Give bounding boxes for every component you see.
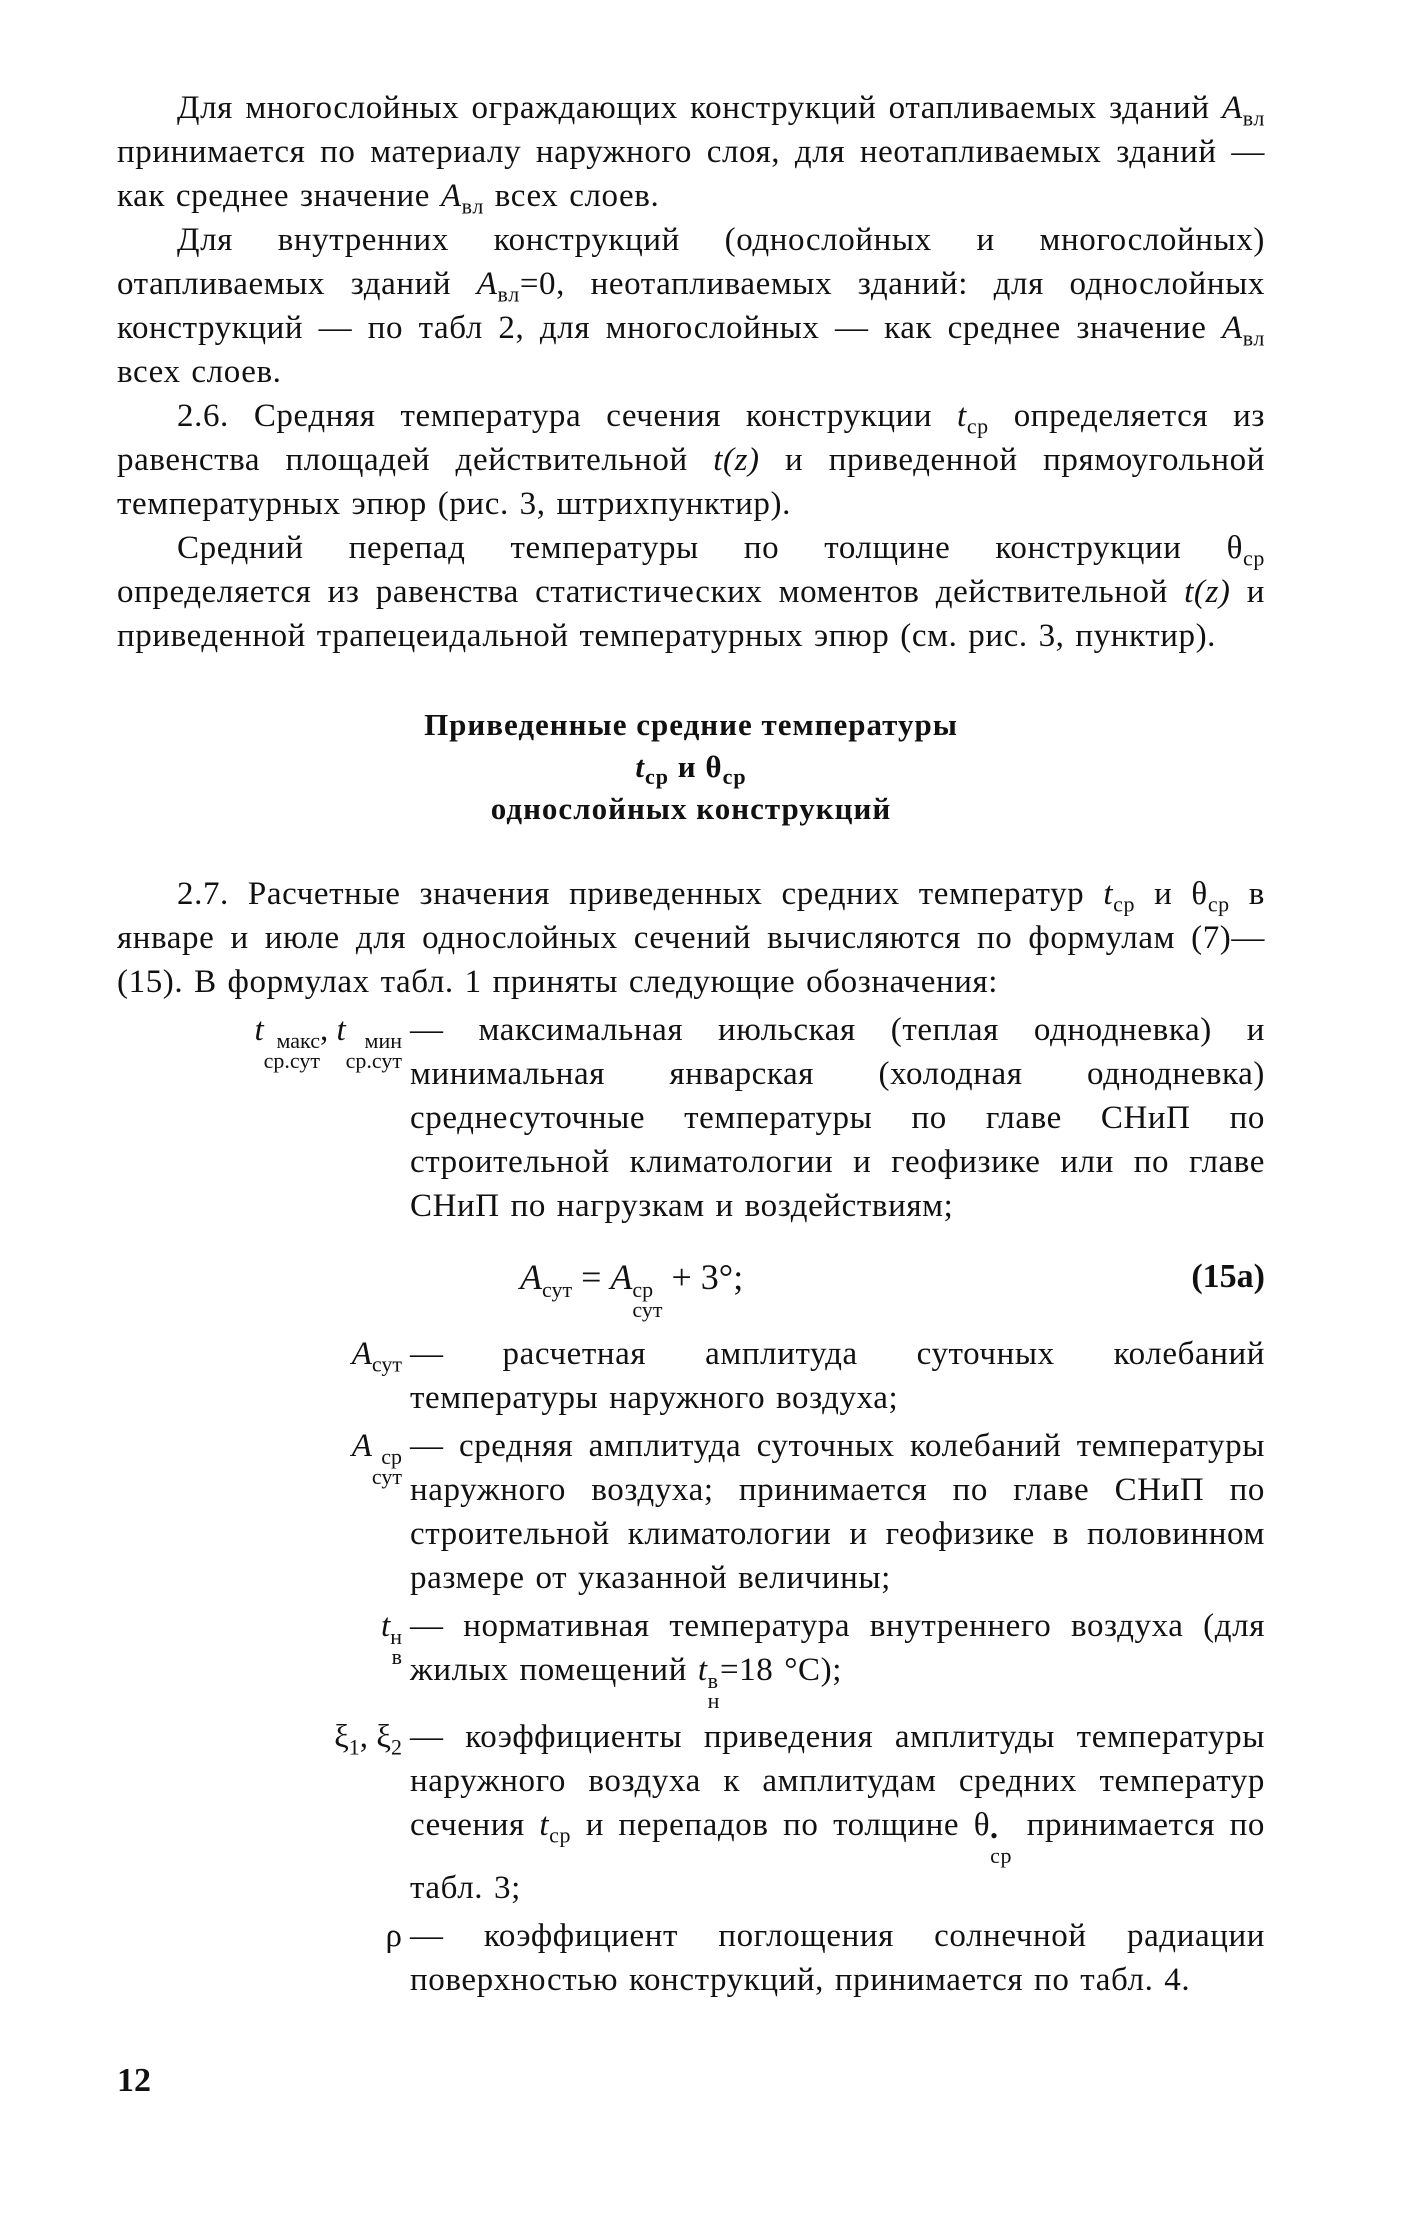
- text-segment: Средний перепад температуры по толщине конструкции: [177, 530, 1227, 566]
- math-sup-sub: [263, 1028, 320, 1073]
- math-supscript: ср: [632, 1277, 654, 1302]
- text-segment: всех слоев.: [483, 178, 660, 214]
- definition-desc-t-internal: [410, 1604, 1265, 1711]
- text-segment: и приведенной прямоугольной температурных эпюр (рис. 3, штрихпунктир).: [117, 442, 1265, 522]
- text-segment: всех слоев.: [117, 354, 282, 390]
- math-subscript: ср: [549, 1822, 572, 1848]
- math-supscript: ср: [381, 1444, 402, 1469]
- math-subscript: сут: [632, 1297, 663, 1322]
- math-variable: t: [1103, 876, 1114, 912]
- math-supscript: •: [990, 1823, 999, 1848]
- math-subscript: вл: [1242, 325, 1265, 351]
- text-segment: ρ: [385, 1918, 402, 1954]
- definition-t-internal: [117, 1604, 1265, 1711]
- text-segment: определяется из равенства статистических моментов действительной: [117, 574, 1185, 610]
- math-variable: A: [1221, 310, 1243, 346]
- math-subscript: сут: [542, 1277, 573, 1303]
- math-subscript: ср: [966, 413, 989, 439]
- paragraph-text: [117, 394, 1265, 526]
- math-subscript: в: [391, 1644, 402, 1669]
- math-subscript: 2: [391, 1734, 402, 1760]
- text-segment: принимается по табл. 3;: [410, 1807, 1265, 1906]
- math-variable: A: [351, 1428, 372, 1464]
- text-segment: 2.6. Средняя температура сечения конструкции: [177, 398, 958, 434]
- text-segment: определяется из равенства площадей действительной: [117, 398, 1265, 478]
- math-variable: t: [697, 1652, 708, 1688]
- heading-and-theta: и θ: [669, 749, 723, 784]
- math-variable: t: [957, 398, 967, 434]
- text-segment: — коэффициенты приведения амплитуды температуры наружного воздуха к амплитудам средних температур сечения: [410, 1719, 1265, 1843]
- text-segment: Для многослойных ограждающих конструкций отапливаемых зданий: [177, 90, 1222, 126]
- definition-term-a-sut-avg: [117, 1424, 402, 1600]
- text-segment: — нормативная температура внутреннего воздуха (для жилых помещений: [410, 1608, 1265, 1688]
- math-subscript: ср.сут: [345, 1048, 402, 1073]
- heading-line-2: [117, 746, 1265, 788]
- definition-desc-a-sut-avg: [410, 1424, 1265, 1600]
- definition-rho: [117, 1914, 1265, 2002]
- math-variable: A: [440, 178, 462, 214]
- text-segment: =18 °С);: [719, 1652, 842, 1688]
- math-subscript: ср: [1113, 891, 1136, 917]
- text-segment: + 3°;: [662, 1257, 744, 1297]
- formula-number: (15а): [1191, 1258, 1265, 1295]
- math-variable: A: [520, 1257, 542, 1297]
- text-segment: =: [572, 1257, 611, 1297]
- heading-subscript: ср: [645, 764, 670, 790]
- text-segment: 2.7. Расчетные значения приведенных средних температур: [177, 876, 1104, 912]
- text-segment: принимается по материалу наружного слоя, для неотапливаемых зданий — как среднее значение: [117, 134, 1265, 214]
- math-variable: t(z): [713, 442, 760, 478]
- heading-subscript: ср: [722, 764, 747, 790]
- definition-term-t-max-min: [117, 1008, 402, 1228]
- text-segment: и перепадов по толщине θ: [571, 1807, 991, 1843]
- paragraph-section-2-7: [117, 872, 1265, 1004]
- math-subscript: вл: [461, 193, 484, 219]
- math-variable: t: [539, 1807, 550, 1843]
- definition-a-sut: [117, 1332, 1265, 1420]
- text-segment: — максимальная июльская (теплая однодневка) и минимальная январская (холодная однодневка) среднесуточные температуры по главе СНиП по строительной климатологии и геофизике или по главе СНиП по нагрузкам и воздействиям;: [410, 1012, 1265, 1224]
- definition-a-sut-avg: [117, 1424, 1265, 1600]
- text-segment: и приведенной трапецеидальной температурных эпюр (см. рис. 3, пунктир).: [117, 574, 1265, 654]
- formula-15a: [520, 1252, 743, 1320]
- definition-term-rho: [117, 1914, 402, 2002]
- math-sup-sub: [345, 1028, 402, 1073]
- math-variable: t: [336, 1012, 346, 1048]
- math-subscript: вл: [1242, 105, 1265, 131]
- section-heading: [117, 704, 1265, 830]
- math-variable: t: [254, 1012, 264, 1048]
- definition-desc-xi: [410, 1715, 1265, 1910]
- text-segment: — коэффициент поглощения солнечной радиации поверхностью конструкций, принимается по табл. 4.: [410, 1918, 1265, 1998]
- definition-desc-a-sut: [410, 1332, 1265, 1420]
- math-supscript: мин: [364, 1028, 402, 1053]
- definition-term-xi: [117, 1715, 402, 1910]
- heading-line-1: Приведенные средние температуры: [424, 707, 958, 742]
- math-subscript: 1: [348, 1734, 360, 1760]
- text-segment: θ: [1226, 530, 1244, 566]
- math-variable: A: [1221, 90, 1243, 126]
- text-segment: , ξ: [359, 1719, 391, 1755]
- definition-desc-t-max-min: [410, 1008, 1265, 1228]
- math-sup-sub: [371, 1444, 402, 1489]
- math-variable: A: [351, 1336, 372, 1372]
- math-sup-sub: [707, 1668, 720, 1713]
- math-subscript: н: [707, 1688, 720, 1713]
- text-segment: — расчетная амплитуда суточных колебаний температуры наружного воздуха;: [410, 1336, 1265, 1416]
- definition-term-a-sut: [117, 1332, 402, 1420]
- math-supscript: в: [707, 1668, 719, 1693]
- math-subscript: сут: [371, 1464, 402, 1489]
- definition-xi: [117, 1715, 1265, 1910]
- text-segment: в январе и июле для однослойных сечений вычисляются по формулам (7)—(15). В формулах табл. 1 приняты следующие обозначения:: [117, 876, 1265, 1000]
- math-supscript: н: [390, 1624, 402, 1649]
- paragraph-text: [117, 218, 1265, 394]
- definition-desc-rho: [410, 1914, 1265, 2002]
- formula-row: [117, 1252, 1265, 1322]
- paragraph-mean-gradient: [117, 526, 1265, 658]
- text-segment: — средняя амплитуда суточных колебаний температуры наружного воздуха; принимается по главе СНиП по строительной климатологии и геофизике в половинном размере от указанной величины;: [410, 1428, 1265, 1596]
- paragraph-wall-materials: [117, 86, 1265, 218]
- definition-term-t-internal: [117, 1604, 402, 1711]
- paragraph-section-2-6: [117, 394, 1265, 526]
- text-segment: =0, неотапливаемых зданий: для однослойных конструкций — по табл 2, для многослойных — как среднее значение: [117, 266, 1265, 346]
- math-subscript: ср: [1243, 545, 1265, 571]
- math-sup-sub: [990, 1823, 1013, 1868]
- heading-line-3: однослойных конструкций: [490, 791, 892, 826]
- math-variable: A: [610, 1257, 633, 1297]
- math-subscript: ср: [990, 1843, 1013, 1868]
- math-supscript: макс: [276, 1028, 320, 1053]
- math-sup-sub: [390, 1624, 402, 1669]
- text-segment: ξ: [334, 1719, 349, 1755]
- paragraph-text: [117, 872, 1265, 1004]
- text-segment: Для внутренних конструкций (однослойных и многослойных) отапливаемых зданий: [117, 222, 1265, 302]
- paragraph-text: [117, 526, 1265, 658]
- math-subscript: вл: [497, 281, 520, 307]
- math-subscript: сут: [371, 1351, 402, 1377]
- math-variable: A: [476, 266, 498, 302]
- definition-t-max-min: [117, 1008, 1265, 1228]
- math-sup-sub: [632, 1277, 663, 1322]
- text-segment: ,: [319, 1012, 337, 1048]
- paragraph-internal-structures: [117, 218, 1265, 394]
- math-subscript: ср: [1207, 891, 1230, 917]
- math-variable: t: [381, 1608, 391, 1644]
- math-subscript: ср.сут: [263, 1048, 320, 1073]
- paragraph-text: [117, 86, 1265, 218]
- text-segment: и θ: [1135, 876, 1208, 912]
- heading-variable-t: t: [635, 749, 646, 784]
- page-number: 12: [117, 2062, 151, 2099]
- math-variable: t(z): [1184, 574, 1231, 610]
